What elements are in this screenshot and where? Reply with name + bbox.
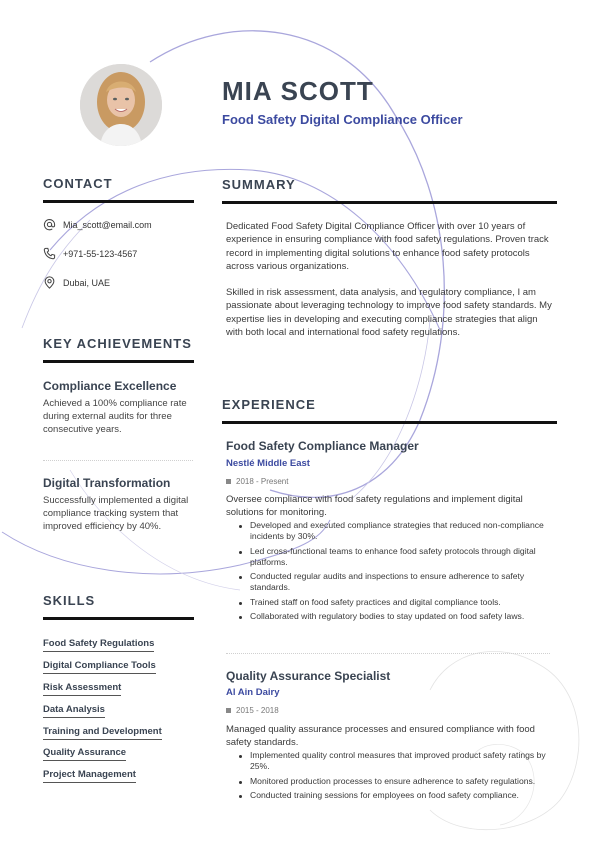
skill-item: Quality Assurance — [43, 747, 126, 761]
dates-text: 2018 - Present — [236, 477, 289, 486]
job-description: Managed quality assurance processes and ensured compliance with food safety standards. — [226, 724, 535, 748]
skills-heading: SKILLS — [43, 593, 96, 608]
bullet-item: Developed and executed compliance strategies that reduced non-compliance incidents by 30%. — [236, 520, 556, 542]
bullet-item: Conducted training sessions for employees on food safety compliance. — [236, 790, 556, 801]
achievements-heading: KEY ACHIEVEMENTS — [43, 336, 192, 351]
candidate-name — [222, 76, 382, 106]
last-name: SCOTT — [280, 76, 374, 106]
contact-email[interactable] — [43, 218, 152, 231]
phone-text: +971-55-123-4567 — [63, 248, 138, 259]
location-text: Dubai, UAE — [63, 277, 111, 288]
summary-paragraph: Skilled in risk assessment, data analysis, and regulatory compliance, I am passionate about leveraging technology to improve food safety standards. My expertise lies in developing and executing compliance strategies that align with both local and international food safety regulations. — [226, 287, 552, 338]
summary-paragraph: Dedicated Food Safety Digital Compliance Officer with over 10 years of experience in ensuring compliance with food safety regulations. Proven track record in implementing digital solutions to enhance food safety protocols across various organizations. — [226, 221, 549, 272]
job-dates — [226, 706, 279, 715]
achievement-title: Compliance Excellence — [43, 379, 177, 393]
job-title: Food Safety Compliance Manager — [226, 439, 419, 453]
bullet-item: Collaborated with regulatory bodies to stay updated on food safety laws. — [236, 611, 556, 622]
skills-rule — [43, 617, 194, 620]
bullet-item: Conducted regular audits and inspections to ensure adherence to safety standards. — [236, 571, 556, 593]
achievement-title: Digital Transformation — [43, 476, 171, 490]
calendar-icon — [226, 479, 231, 484]
skill-item: Project Management — [43, 769, 136, 783]
experience-heading: EXPERIENCE — [222, 397, 316, 412]
company-name: Al Ain Dairy — [226, 687, 280, 698]
job-dates — [226, 477, 288, 486]
job-description: Oversee compliance with food safety regulations and implement digital solutions for monitoring. — [226, 494, 523, 518]
dates-text: 2015 - 2018 — [236, 706, 279, 715]
skill-item: Food Safety Regulations — [43, 638, 154, 652]
job-divider — [226, 653, 550, 654]
achievement-description: Successfully implemented a digital compliance tracking system that improved efficiency by 40%. — [43, 495, 189, 532]
bullet-item: Led cross-functional teams to enhance food safety protocols through digital platforms. — [236, 546, 556, 568]
first-name: MIA — [222, 76, 273, 106]
skill-item: Risk Assessment — [43, 682, 121, 696]
achievements-rule — [43, 360, 194, 363]
contact-phone[interactable] — [43, 247, 137, 260]
bullet-item: Monitored production processes to ensure adherence to safety regulations. — [236, 776, 556, 787]
summary-rule — [222, 201, 557, 204]
calendar-icon — [226, 708, 231, 713]
profile-photo — [80, 64, 162, 146]
email-text: Mia_scott@email.com — [63, 219, 152, 230]
avatar — [80, 64, 162, 146]
achievement-description: Achieved a 100% compliance rate during external audits for three consecutive years. — [43, 398, 187, 435]
skill-item: Training and Development — [43, 726, 162, 740]
contact-location — [43, 276, 110, 289]
at-icon — [43, 218, 56, 231]
job-bullets — [236, 520, 556, 626]
contact-heading: CONTACT — [43, 176, 113, 191]
skill-item: Data Analysis — [43, 704, 105, 718]
contact-rule — [43, 200, 194, 203]
experience-rule — [222, 421, 557, 424]
summary-heading: SUMMARY — [222, 177, 296, 192]
bullet-item: Trained staff on food safety practices and digital compliance tools. — [236, 597, 556, 608]
job-bullets — [236, 750, 556, 805]
skill-item: Digital Compliance Tools — [43, 660, 156, 674]
location-pin-icon — [43, 276, 56, 289]
job-role: Food Safety Digital Compliance Officer — [222, 112, 463, 127]
bullet-item: Implemented quality control measures that improved product safety ratings by 25%. — [236, 750, 556, 772]
company-name: Nestlé Middle East — [226, 458, 310, 469]
achievement-divider — [43, 460, 193, 461]
phone-icon — [43, 247, 56, 260]
job-title: Quality Assurance Specialist — [226, 669, 391, 683]
